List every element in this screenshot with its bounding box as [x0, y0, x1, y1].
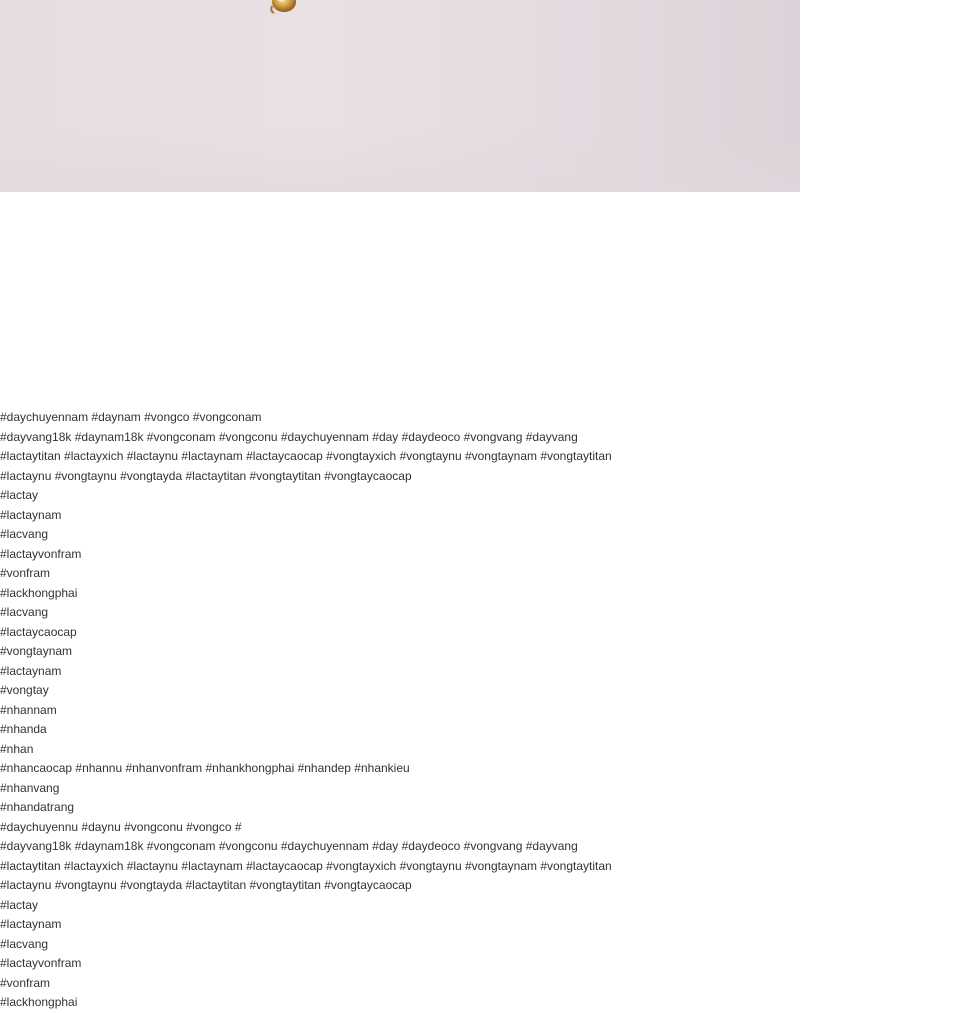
hashtag-line: #lactayvonfram	[0, 546, 82, 561]
hashtag-line: #lacvang	[0, 605, 49, 619]
gold-clasp-icon	[268, 0, 302, 16]
hashtag-line: #daychuyennu #daynu #vongconu #vongco #	[0, 819, 242, 834]
hashtag-line: #lactaytitan #lactayxich #lactaynu #lactaynam #lactaycaocap #vongtayxich #vongtaynu #vongtaynam #vongtaytitan	[0, 858, 612, 873]
hashtag-line: #lacvang	[0, 527, 49, 541]
hashtag-line: #vonfram	[0, 975, 51, 990]
hashtag-line: #nhanda	[0, 722, 47, 736]
hashtag-line: #lackhongphai	[0, 585, 78, 600]
hashtag-line: #vongtaynam	[0, 644, 73, 658]
hashtag-line: #daychuyennam #daynam #vongco #vongconam	[0, 410, 262, 424]
hashtag-line: #lactaynam	[0, 917, 62, 931]
hashtag-line: #lactaynu #vongtaynu #vongtayda #lactaytitan #vongtaytitan #vongtaycaocap	[0, 468, 412, 483]
hashtag-line: #lactay	[0, 488, 39, 502]
product-photo	[0, 0, 800, 192]
hashtag-line: #nhandatrang	[0, 800, 75, 814]
hashtag-line: #vongtay	[0, 683, 49, 697]
hashtag-line: #lactaynam	[0, 507, 62, 522]
hashtag-list	[0, 408, 960, 1013]
hashtag-line: #nhan	[0, 741, 34, 756]
hashtag-line: #lacvang	[0, 936, 49, 951]
hashtag-line: #lactayvonfram	[0, 956, 82, 970]
hashtag-line: #nhancaocap #nhannu #nhanvonfram #nhankhongphai #nhandep #nhankieu	[0, 761, 410, 775]
hashtag-line: #nhanvang	[0, 780, 60, 795]
hashtag-line: #vonfram	[0, 566, 51, 580]
hashtag-line: #lactaynu #vongtaynu #vongtayda #lactaytitan #vongtaytitan #vongtaycaocap	[0, 878, 412, 892]
hashtag-line: #nhannam	[0, 702, 57, 717]
hashtag-line: #lactaycaocap	[0, 624, 77, 639]
hashtag-line: #lactaynam	[0, 663, 62, 678]
hashtag-line: #dayvang18k #daynam18k #vongconam #vongconu #daychuyennam #day #daydeoco #vongvang #dayvang	[0, 839, 578, 853]
hashtag-line: #dayvang18k #daynam18k #vongconam #vongconu #daychuyennam #day #daydeoco #vongvang #dayvang	[0, 429, 578, 444]
hashtag-line: #lactaytitan #lactayxich #lactaynu #lactaynam #lactaycaocap #vongtayxich #vongtaynu #vongtaynam #vongtaytitan	[0, 449, 612, 463]
hashtag-line: #lackhongphai	[0, 995, 78, 1009]
hashtag-line: #lactay	[0, 897, 39, 912]
